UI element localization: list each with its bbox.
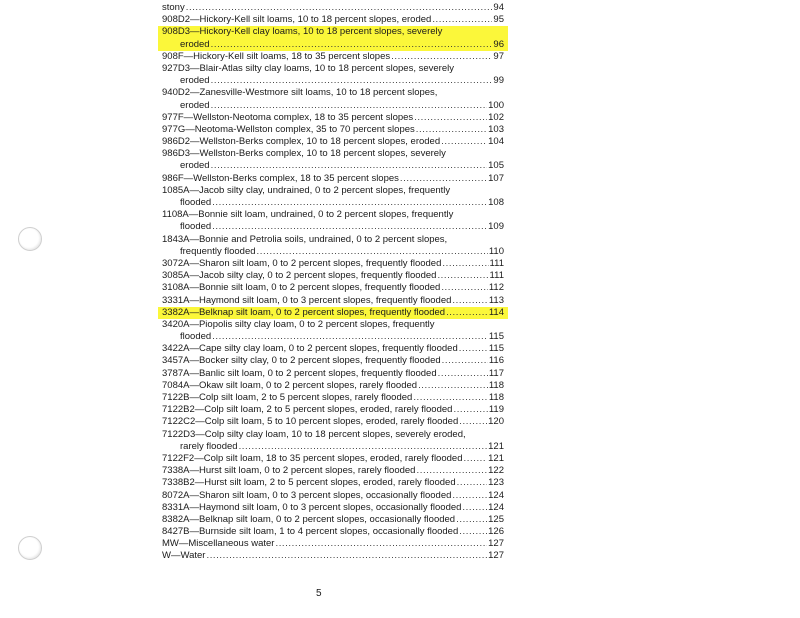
toc-entry-line [162, 234, 504, 246]
toc-entry-line [162, 185, 504, 197]
toc-entry-title: 3420A—Piopolis silty clay loam, 0 to 2 percent slopes, frequently [162, 318, 435, 330]
toc-entry-line [162, 258, 504, 270]
toc-entry-title: 908D2—Hickory-Kell silt loams, 10 to 18 percent slopes, eroded [162, 14, 432, 26]
toc-entry-title: MW—Miscellaneous water [162, 538, 275, 550]
toc-entry [162, 295, 504, 307]
toc-entry-line [162, 490, 504, 502]
toc-page-ref: 115 [488, 331, 504, 343]
binder-hole-upper [18, 227, 42, 251]
leader-dots [462, 502, 487, 514]
toc-entry-line [162, 307, 504, 319]
toc-page-ref: 99 [493, 75, 504, 87]
toc-entry-title: 8072A—Sharon silt loam, 0 to 3 percent slopes, occasionally flooded [162, 489, 452, 501]
toc-entry-continuation [162, 246, 504, 258]
toc-entry [162, 502, 504, 514]
toc-entry-title: 986F—Wellston-Berks complex, 18 to 35 percent slopes [162, 172, 399, 184]
toc-entry-title-continued: flooded [180, 197, 212, 208]
toc-page-ref: 112 [488, 282, 504, 294]
toc-page-ref: 119 [488, 404, 504, 416]
leader-dots [414, 112, 487, 124]
toc-page-ref: 111 [489, 270, 504, 282]
toc-entry-line [162, 465, 504, 477]
toc-page-ref: 115 [488, 343, 504, 355]
toc-entry-line [162, 355, 504, 367]
toc-entry-line [162, 124, 504, 136]
toc-entry-line [162, 453, 504, 465]
toc-entry-title: 3108A—Bonnie silt loam, 0 to 2 percent slopes, frequently flooded [162, 282, 441, 294]
toc-entry-continuation [162, 160, 504, 172]
leader-dots [413, 392, 488, 404]
toc-entry-continuation [162, 441, 504, 453]
toc-entry-highlighted [158, 307, 508, 319]
toc-page-ref: 124 [488, 489, 504, 501]
leader-dots [438, 368, 488, 380]
toc-entry [162, 416, 504, 428]
toc-page-ref: 126 [488, 526, 504, 538]
toc-entry-line [162, 295, 504, 307]
toc-entry-title-continued: eroded [180, 75, 210, 87]
toc-page-ref: 120 [488, 416, 504, 428]
leader-dots [186, 2, 493, 14]
toc-entry-title: 8427B—Burnside silt loam, 1 to 4 percent slopes, occasionally flooded [162, 526, 459, 538]
toc-entry [162, 465, 504, 477]
toc-entry [162, 392, 504, 404]
toc-page-ref: 111 [489, 257, 504, 269]
toc-page-ref: 116 [488, 355, 504, 367]
leader-dots [442, 355, 488, 367]
toc-page-ref: 94 [493, 2, 504, 13]
toc-page-ref: 110 [488, 245, 504, 257]
toc-entry-title: 7122D3—Colp silty clay loam, 10 to 18 percent slopes, severely eroded, [162, 428, 466, 440]
toc-entry-continuation [162, 75, 504, 87]
toc-entry-line [162, 282, 504, 294]
toc-entry-line [162, 112, 504, 124]
toc-entry-title: 1843A—Bonnie and Petrolia soils, undrained, 0 to 2 percent slopes, [162, 233, 448, 245]
toc-entry [162, 514, 504, 526]
toc-entry-title: 7122C2—Colp silt loam, 5 to 10 percent slopes, eroded, rarely flooded [162, 416, 459, 428]
toc-page-ref: 122 [488, 465, 504, 477]
toc-entry-line [162, 429, 504, 441]
toc-entry-title: stony [162, 2, 185, 13]
toc-entry-title: 8382A—Belknap silt loam, 0 to 2 percent slopes, occasionally flooded [162, 513, 456, 525]
toc-entry [162, 14, 504, 26]
toc-entry [162, 453, 504, 465]
toc-entry [162, 319, 504, 343]
toc-page-ref: 102 [488, 111, 504, 123]
toc-entry [162, 124, 504, 136]
toc-page-ref: 97 [493, 50, 504, 62]
toc-entry-line [162, 63, 504, 75]
toc-entry-title-continued: eroded [180, 99, 210, 111]
table-of-contents [162, 2, 504, 563]
toc-entry [162, 282, 504, 294]
leader-dots [432, 14, 492, 26]
toc-entry-title: 3072A—Sharon silt loam, 0 to 2 percent slopes, frequently flooded [162, 257, 442, 269]
toc-entry [162, 87, 504, 111]
toc-entry-continuation [162, 331, 504, 343]
toc-entry-title: 977F—Wellston-Neotoma complex, 18 to 35 percent slopes [162, 111, 414, 123]
toc-page-ref: 123 [488, 477, 504, 489]
toc-entry-line [162, 173, 504, 185]
toc-page-ref: 95 [493, 14, 504, 26]
toc-page-ref: 124 [488, 501, 504, 513]
toc-entry-title: 3422A—Cape silty clay loam, 0 to 2 percent slopes, frequently flooded [162, 343, 458, 355]
toc-entry [162, 270, 504, 282]
leader-dots [211, 100, 488, 112]
toc-page-ref: 127 [488, 550, 504, 562]
leader-dots [453, 404, 487, 416]
toc-page-ref: 105 [488, 160, 504, 172]
toc-entry-title-continued: frequently flooded [180, 245, 256, 257]
leader-dots [459, 526, 487, 538]
toc-entry [162, 550, 504, 562]
toc-entry [162, 477, 504, 489]
toc-entry-continuation [162, 197, 504, 209]
toc-entry-line [162, 477, 504, 489]
toc-entry-title: 3457A—Bocker silty clay, 0 to 2 percent slopes, frequently flooded [162, 355, 441, 367]
toc-entry-line [162, 538, 504, 550]
toc-page-ref: 100 [488, 99, 504, 111]
toc-page-ref: 118 [488, 379, 504, 391]
toc-entry [162, 538, 504, 550]
leader-dots [212, 331, 488, 343]
leader-dots [446, 307, 488, 319]
toc-entry-continuation [162, 100, 504, 112]
toc-page-ref: 117 [488, 367, 504, 379]
toc-entry-line [162, 270, 504, 282]
toc-entry-title: 1085A—Jacob silty clay, undrained, 0 to 2 percent slopes, frequently [162, 184, 451, 196]
toc-entry-title: 986D3—Wellston-Berks complex, 10 to 18 percent slopes, severely [162, 148, 446, 160]
toc-page-ref: 107 [488, 172, 504, 184]
toc-entry [162, 148, 504, 172]
toc-entry-line [162, 392, 504, 404]
leader-dots [400, 173, 487, 185]
toc-entry-line [162, 319, 504, 331]
toc-entry-highlighted [158, 26, 508, 50]
toc-entry [162, 258, 504, 270]
leader-dots [275, 538, 487, 550]
toc-entry-title: 940D2—Zanesville-Westmore silt loams, 10 to 18 percent slopes, [162, 87, 438, 99]
toc-entry-line [162, 550, 504, 562]
toc-entry-line [162, 26, 504, 38]
toc-entry-title: 908D3—Hickory-Kell clay loams, 10 to 18 percent slopes, severely [162, 26, 443, 38]
toc-entry [162, 136, 504, 148]
toc-entry-title: 986D2—Wellston-Berks complex, 10 to 18 percent slopes, eroded [162, 136, 441, 148]
leader-dots [212, 221, 487, 233]
toc-entry-title: W—Water [162, 550, 206, 562]
leader-dots [456, 514, 487, 526]
toc-entry [162, 63, 504, 87]
leader-dots [239, 441, 488, 453]
leader-dots [418, 380, 488, 392]
toc-page-ref: 127 [488, 538, 504, 550]
toc-entry [162, 51, 504, 63]
leader-dots [459, 416, 487, 428]
toc-entry-title-continued: flooded [180, 221, 212, 233]
leader-dots [457, 477, 488, 489]
toc-page-ref: 113 [488, 294, 504, 306]
leader-dots [459, 343, 488, 355]
leader-dots [211, 160, 488, 172]
leader-dots [441, 282, 488, 294]
toc-entry [162, 343, 504, 355]
toc-page-ref: 109 [488, 221, 504, 233]
toc-entry-title: 3382A—Belknap silt loam, 0 to 2 percent slopes, frequently flooded [162, 306, 446, 318]
toc-entry-line [162, 87, 504, 99]
leader-dots [206, 550, 487, 562]
toc-entry-line [162, 209, 504, 221]
leader-dots [442, 258, 488, 270]
toc-entry-title-continued: flooded [180, 331, 212, 343]
toc-entry-title: 7084A—Okaw silt loam, 0 to 2 percent slopes, rarely flooded [162, 379, 418, 391]
leader-dots [452, 295, 487, 307]
toc-entry-line [162, 404, 504, 416]
toc-entry-title: 7338B2—Hurst silt loam, 2 to 5 percent slopes, eroded, rarely flooded [162, 477, 456, 489]
leader-dots [211, 75, 493, 87]
page-number: 5 [316, 588, 322, 599]
toc-entry [162, 404, 504, 416]
toc-entry-continuation [162, 39, 504, 51]
toc-entry-line [162, 514, 504, 526]
toc-entry [162, 112, 504, 124]
toc-entry-continuation [162, 221, 504, 233]
leader-dots [391, 51, 492, 63]
toc-page-ref: 108 [488, 197, 504, 208]
toc-entry-line [162, 136, 504, 148]
toc-entry [162, 429, 504, 453]
toc-entry-line [162, 343, 504, 355]
toc-entry-line [162, 14, 504, 26]
toc-entry-line [162, 51, 504, 63]
toc-page-ref: 121 [488, 452, 504, 464]
toc-entry [162, 368, 504, 380]
toc-entry [162, 209, 504, 233]
toc-page-ref: 114 [488, 306, 504, 318]
toc-page-ref: 121 [488, 440, 504, 452]
toc-entry-title: 8331A—Haymond silt loam, 0 to 3 percent slopes, occasionally flooded [162, 501, 462, 513]
toc-entry-title: 7122F2—Colp silt loam, 18 to 35 percent slopes, eroded, rarely flooded [162, 452, 463, 464]
leader-dots [416, 465, 487, 477]
toc-entry [162, 2, 504, 14]
toc-entry [162, 355, 504, 367]
toc-entry-line [162, 380, 504, 392]
toc-entry-title: 3787A—Banlic silt loam, 0 to 2 percent slopes, frequently flooded [162, 367, 437, 379]
leader-dots [437, 270, 488, 282]
toc-entry-title: 7338A—Hurst silt loam, 0 to 2 percent slopes, rarely flooded [162, 465, 416, 477]
toc-entry-title: 7122B2—Colp silt loam, 2 to 5 percent slopes, eroded, rarely flooded [162, 404, 453, 416]
toc-page-ref: 103 [488, 123, 504, 135]
toc-page-ref: 118 [488, 392, 504, 403]
toc-page-ref: 96 [493, 38, 504, 50]
toc-entry [162, 173, 504, 185]
toc-entry-line [162, 526, 504, 538]
leader-dots [257, 246, 488, 258]
leader-dots [441, 136, 487, 148]
toc-entry-title-continued: rarely flooded [180, 440, 238, 452]
toc-entry-title: 1108A—Bonnie silt loam, undrained, 0 to 2 percent slopes, frequently [162, 209, 454, 221]
leader-dots [211, 39, 493, 51]
toc-entry-line [162, 416, 504, 428]
toc-entry-title-continued: eroded [180, 38, 210, 50]
toc-entry-line [162, 148, 504, 160]
toc-entry-title: 908F—Hickory-Kell silt loams, 18 to 35 percent slopes [162, 50, 391, 62]
toc-page-ref: 104 [488, 136, 504, 148]
toc-entry-title-continued: eroded [180, 160, 210, 172]
toc-entry-title: 7122B—Colp silt loam, 2 to 5 percent slopes, rarely flooded [162, 392, 413, 403]
binder-hole-lower [18, 536, 42, 560]
leader-dots [416, 124, 487, 136]
toc-entry [162, 380, 504, 392]
toc-entry-line [162, 368, 504, 380]
toc-entry [162, 526, 504, 538]
leader-dots [463, 453, 487, 465]
toc-entry-title: 977G—Neotoma-Wellston complex, 35 to 70 percent slopes [162, 123, 415, 135]
toc-entry [162, 490, 504, 502]
toc-entry-line [162, 502, 504, 514]
toc-page-ref: 125 [488, 513, 504, 525]
leader-dots [212, 197, 487, 209]
toc-entry [162, 185, 504, 209]
toc-entry-title: 3085A—Jacob silty clay, 0 to 2 percent slopes, frequently flooded [162, 270, 437, 282]
toc-entry-line [162, 2, 504, 14]
leader-dots [452, 490, 487, 502]
toc-entry [162, 234, 504, 258]
toc-entry-title: 927D3—Blair-Atlas silty clay loams, 10 to 18 percent slopes, severely [162, 62, 454, 74]
toc-entry-title: 3331A—Haymond silt loam, 0 to 3 percent slopes, frequently flooded [162, 294, 452, 306]
